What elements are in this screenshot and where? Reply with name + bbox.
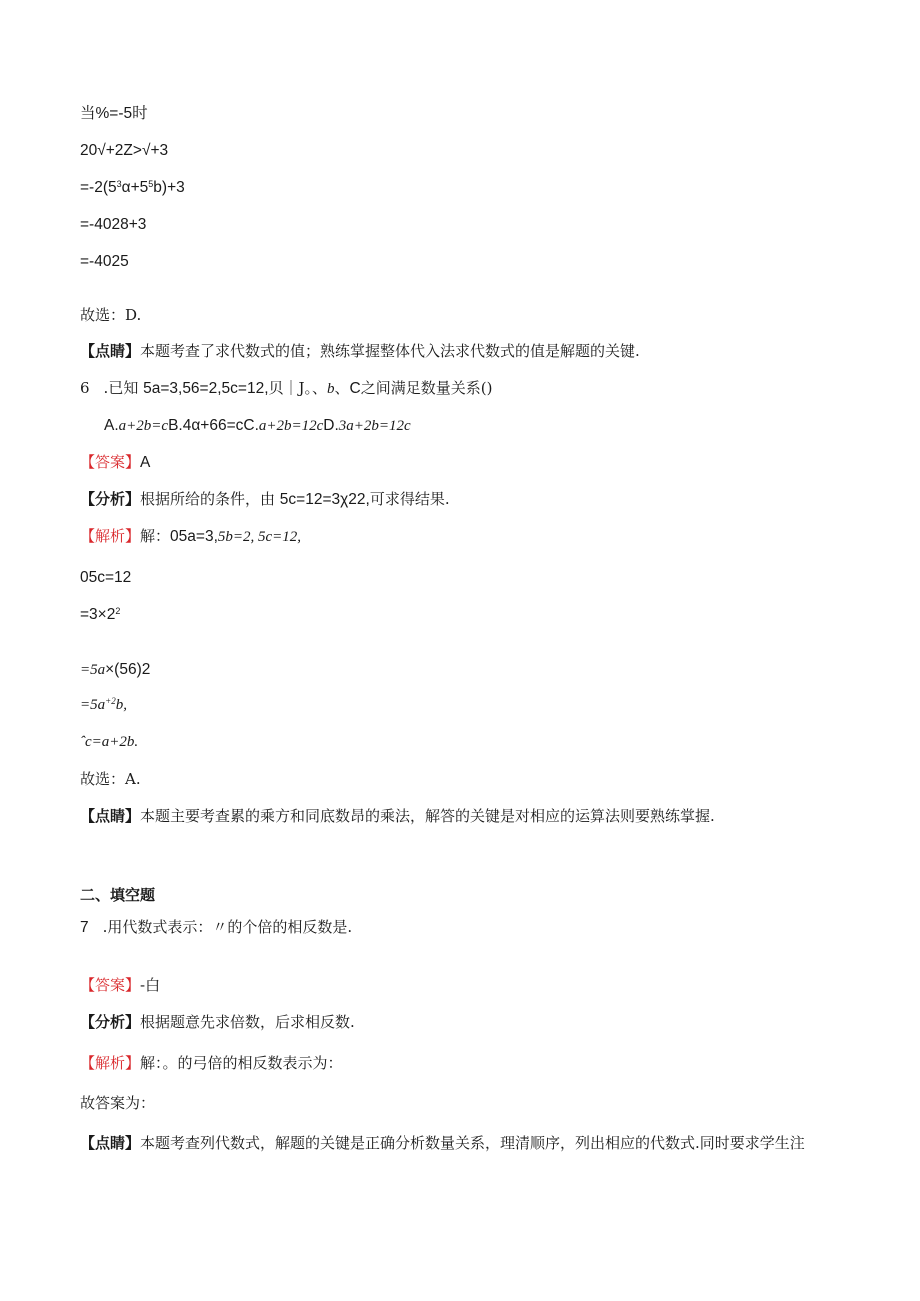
comment-tag: 【点睛】 [80, 342, 141, 360]
line-step-2: =-4028+3 [80, 216, 147, 233]
comment-block-1: 【点睛】本题考查了求代数式的值；熟练掌握整体代入法求代数式的值是解题的关键. [80, 342, 640, 360]
solution-6-step-2: $=3\times 2^2$ [80, 606, 121, 623]
answer-7: 【答案】-白 [80, 976, 161, 994]
analysis-6: 【分析】根据所给的条件，由 5c=12=3χ22,可求得结果. [80, 490, 450, 508]
answer-tag: 【答案】 [80, 976, 141, 994]
question-7: 7 .用代数式表示：〃的个倍的相反数是. [80, 918, 353, 936]
analysis-tag: 【分析】 [80, 1013, 141, 1031]
solution-tag: 【解析】 [80, 527, 141, 545]
comment-tag: 【点睛】 [80, 807, 141, 825]
solution-6-step-3: =5a×(56)2 [80, 661, 151, 678]
solution-6-step-1: 05c=12 [80, 569, 132, 586]
line-expression: 20√+2Z>√+3 [80, 142, 169, 159]
solution-6-choice: 故选：A. [80, 770, 141, 788]
line-step-1: $=-2(5^3\alpha+5^5b)+3$ [80, 179, 185, 196]
comment-block-2: 【点睛】本题主要考查累的乘方和同底数昂的乘法，解答的关键是对相应的运算法则要熟练掌握. [80, 807, 715, 825]
section-heading-fill-in: 二、填空题 [80, 886, 156, 904]
line-choice: 故选：D. [80, 306, 142, 324]
line-condition: 当%=-5时 [80, 105, 148, 122]
solution-tag: 【解析】 [80, 1054, 141, 1072]
solution-6-step-4: $=5a^{+2}b$, [80, 696, 127, 713]
answer-line-7: 故答案为： [80, 1094, 156, 1112]
comment-tag: 【点睛】 [80, 1134, 141, 1152]
question-6-options: A.a+2b=cB.4α+66=cC.a+2b=12cD.3a+2b=12c [104, 417, 411, 434]
solution-7: 【解析】解：。的弓倍的相反数表示为： [80, 1054, 343, 1072]
comment-block-3: 【点睛】本题考查列代数式，解题的关键是正确分析数量关系，理清顺序，列出相应的代数式.同时要求学生注 [80, 1134, 805, 1152]
answer-6: 【答案】A [80, 453, 151, 471]
analysis-7: 【分析】根据题意先求倍数，后求相反数. [80, 1013, 355, 1031]
solution-6: 【解析】解：05a=3,5b=2, 5c=12, [80, 527, 302, 545]
solution-6-step-5: ˆc=a+2b. [80, 734, 139, 750]
question-6: 6 .已知 5a=3,56=2,5c=12,贝｜J。、b、C之间满足数量关系() [80, 379, 493, 397]
line-step-3: =-4025 [80, 253, 129, 270]
answer-tag: 【答案】 [80, 453, 141, 471]
analysis-tag: 【分析】 [80, 490, 141, 508]
